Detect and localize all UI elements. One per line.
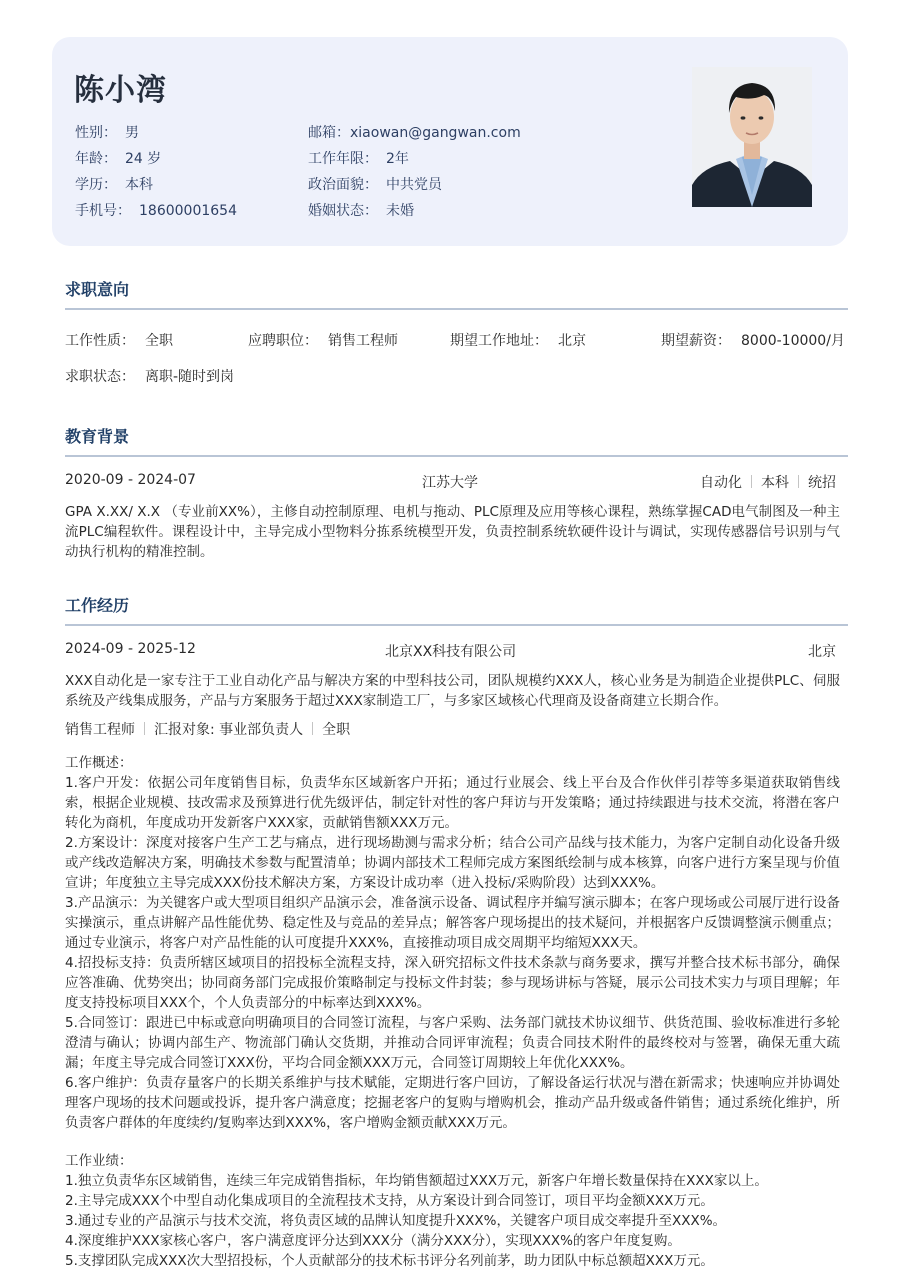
achievement-item: 4.深度维护XXX家核心客户，客户满意度评分达到XXX分（满分XXX分），实现XXX%的客户年度复购。 (65, 1233, 681, 1249)
intent-position: 应聘职位： 销售工程师 (248, 333, 398, 349)
section-title-education: 教育背景 (65, 427, 130, 446)
education-period: 2020-09 - 2024-07 (65, 472, 196, 488)
info-marital-status: 婚姻状态： 未婚 (308, 203, 414, 219)
achievement-item: 1.独立负责华东区域销售，连续三年完成销售指标，年均销售额超过XXX万元，新客户年增长数量保持在XXX家以上。 (65, 1173, 768, 1189)
intent-salary: 期望薪资： 8000-10000/月 (661, 333, 845, 349)
info-gender: 性别： 男 (75, 125, 139, 141)
info-work-years: 工作年限： 2年 (308, 151, 409, 167)
education-tags: 自动化 本科 统招 (700, 475, 836, 491)
intent-job-type: 工作性质： 全职 (65, 333, 173, 349)
company-intro: XXX自动化是一家专注于工业自动化产品与解决方案的中型科技公司，团队规模约XXX人，核心业务是为制造企业提供PLC、伺服系统及产线集成服务，产品与方案服务于超过XXX家制造工厂，与多家区域核心代理商及设备商建立长期合作。 (65, 673, 840, 709)
info-age: 年龄： 24 岁 (75, 151, 162, 167)
overview-item: 1.客户开发：依据公司年度销售目标，负责华东区域新客户开拓；通过行业展会、线上平台及合作伙伴引荐等多渠道获取销售线索，根据企业规模、技改需求及预算进行优先级评估，制定针对性的客户拜访与开发策略；通过持续跟进与技术交流，将潜在客户转化为商机，年度成功开发新客户XXX家，贡献销售额XXX万元。 (65, 775, 840, 831)
overview-item: 6.客户维护：负责存量客户的长期关系维护与技术赋能，定期进行客户回访，了解设备运行状况与潜在新需求；快速响应并协调处理客户现场的技术问题或投诉，提升客户满意度；挖掘老客户的复购与增购机会，推动产品升级或备件销售；通过系统化维护，所负责客户群体的年度续约/复购率达到XXX%，客户增购金额贡献XXX万元。 (65, 1075, 840, 1131)
overview-item: 3.产品演示：为关键客户或大型项目组织产品演示会，准备演示设备、调试程序并编写演示脚本；在客户现场或公司展厅进行设备实操演示，重点讲解产品性能优势、稳定性及与竞品的差异点；解答客户现场提出的技术疑问，并根据客户反馈调整演示侧重点；通过专业演示，将客户对产品性能的认可度提升XXX%，直接推动项目成交周期平均缩短XXX天。 (65, 895, 840, 951)
intent-status: 求职状态： 离职-随时到岗 (65, 369, 235, 385)
work-period: 2024-09 - 2025-12 (65, 641, 196, 657)
profile-header (52, 37, 848, 246)
overview-item: 5.合同签订：跟进已中标或意向明确项目的合同签订流程，与客户采购、法务部门就技术协议细节、供货范围、验收标准进行多轮澄清与确认；协调内部生产、物流部门确认交货期，并推动合同评审流程；负责合同技术附件的最终校对与签署，确保无重大疏漏；年度主导完成合同签订XXX份，平均合同金额XXX万元，合同签订周期较上年优化XXX%。 (65, 1015, 840, 1071)
work-city: 北京 (808, 644, 836, 660)
section-divider (65, 455, 848, 457)
overview-item: 4.招投标支持：负责所辖区域项目的招投标全流程支持，深入研究招标文件技术条款与商务要求，撰写并整合技术标书部分，确保应答准确、优势突出；协同商务部门完成报价策略制定与投标文件封装；参与现场讲标与答疑，展示公司技术实力与项目理解；年度支持投标项目XXX个，个人负责部分的中标率达到XXX%。 (65, 955, 840, 1011)
work-company: 北京XX科技有限公司 (385, 644, 517, 660)
info-email: 邮箱：xiaowan@gangwan.com (308, 125, 521, 141)
info-phone: 手机号： 18600001654 (75, 203, 237, 219)
work-overview (65, 753, 840, 1133)
profile-photo (692, 67, 812, 207)
achievements-title: 工作业绩： (65, 1153, 133, 1169)
avatar-icon (692, 67, 812, 207)
candidate-name: 陈小湾 (74, 73, 167, 108)
section-title-job-intent: 求职意向 (65, 280, 130, 299)
overview-title: 工作概述： (65, 755, 133, 771)
education-description: GPA X.XX/ X.X （专业前XX%），主修自动控制原理、电机与拖动、PLC原理及应用等核心课程，熟练掌握CAD电气制图及一种主流PLC编程软件。课程设计中，主导完成小型物料分拣系统模型开发，负责控制系统软硬件设计与调试，实现传感器信号识别与气动执行机构的精准控制。 (65, 504, 840, 560)
section-title-work: 工作经历 (65, 596, 130, 615)
education-school: 江苏大学 (422, 475, 478, 491)
section-divider (65, 624, 848, 626)
section-divider (65, 308, 848, 310)
achievement-item: 3.通过专业的产品演示与技术交流，将负责区域的品牌认知度提升XXX%，关键客户项目成交率提升至XXX%。 (65, 1213, 727, 1229)
achievement-item: 5.支撑团队完成XXX次大型招投标，个人贡献部分的技术标书评分名列前茅，助力团队中标总额超XXX万元。 (65, 1253, 714, 1269)
work-tags: 销售工程师 汇报对象: 事业部负责人 全职 (65, 722, 351, 738)
info-political-status: 政治面貌： 中共党员 (308, 177, 442, 193)
achievement-item: 2.主导完成XXX个中型自动化集成项目的全流程技术支持，从方案设计到合同签订，项目平均金额XXX万元。 (65, 1193, 714, 1209)
work-achievements (65, 1151, 840, 1271)
intent-location: 期望工作地址： 北京 (450, 333, 586, 349)
overview-item: 2.方案设计：深度对接客户生产工艺与痛点，进行现场勘测与需求分析；结合公司产品线与技术能力，为客户定制自动化设备升级或产线改造解决方案，明确技术参数与配置清单；协调内部技术工程师完成方案图纸绘制与成本核算，向客户进行方案呈现与价值宣讲；年度独立主导完成XXX份技术解决方案，方案设计成功率（进入投标/采购阶段）达到XXX%。 (65, 835, 840, 891)
info-education: 学历： 本科 (75, 177, 153, 193)
